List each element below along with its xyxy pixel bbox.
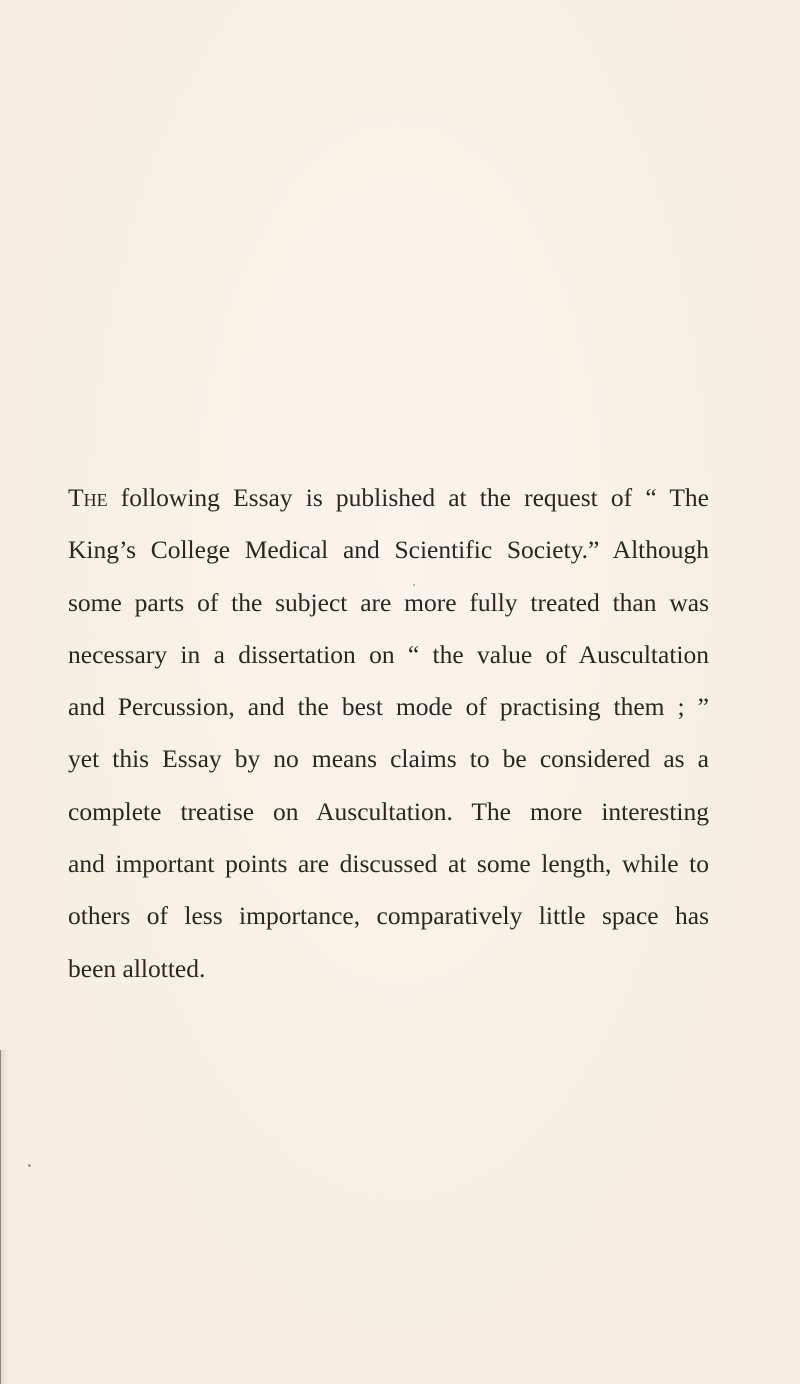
paper-speck: [28, 1164, 31, 1167]
text-line-1: [68, 472, 709, 524]
text-line-5: and Percussion, and the best mode of practising them ; ”: [68, 692, 709, 722]
line-1-rest: following Essay is published at the request of “ The: [107, 483, 709, 512]
text-line-10: been allotted.: [68, 953, 206, 983]
text-line-3: some parts of the subject are more fully treated than was: [68, 587, 709, 617]
drop-word: The: [68, 483, 108, 512]
text-line-7: complete treatise on Auscultation. The more interesting: [68, 796, 709, 826]
text-line-2: King’s College Medical and Scientific Society.” Although: [68, 535, 709, 565]
text-line-6: yet this Essay by no means claims to be considered as a: [68, 744, 709, 774]
preface-paragraph: [68, 472, 709, 995]
text-line-9: others of less importance, comparatively little space has: [68, 901, 709, 931]
page-binding-edge: [0, 1050, 9, 1384]
paper-speck: [413, 584, 415, 586]
text-line-8: and important points are discussed at some length, while to: [68, 849, 709, 879]
text-line-4: necessary in a dissertation on “ the value of Auscultation: [68, 639, 709, 669]
